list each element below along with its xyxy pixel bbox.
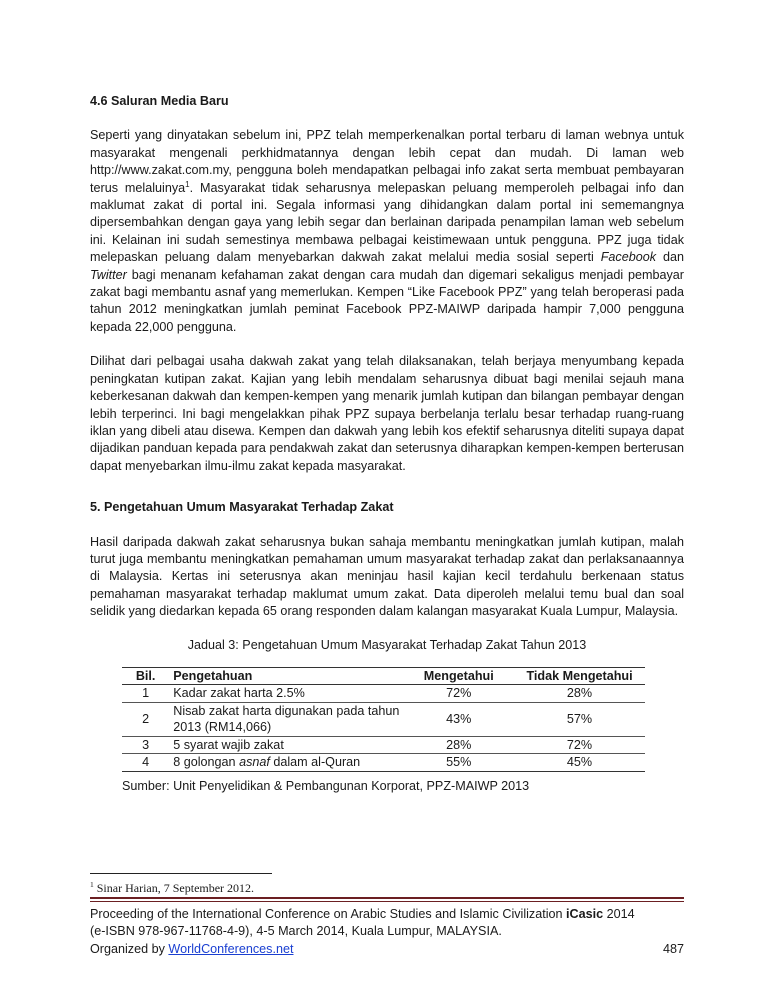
cell-bil: 1 [122, 685, 169, 703]
cell-yes: 43% [403, 702, 514, 736]
table-caption: Jadual 3: Pengetahuan Umum Masyarakat Terhadap Zakat Tahun 2013 [187, 637, 587, 652]
section-4-6-paragraph-2: Dilihat dari pelbagai usaha dakwah zakat yang telah dilaksanakan, telah berjaya menyumbang kepada peningkatan kutipan zakat. Kajian yang lebih mendalam seharusnya dibuat bagi menilai sejauh mana keberkesanan dakwah dan kempen-kempen yang menarik jumlah kutipan dan bilangan pembayar dengan lebih terperinci. Ini bagi mengelakkan pihak PPZ supaya berbelanja terlalu besar terhadap ruang-ruang iklan yang dibeli atau disewa. Kempen dan dakwah yang lebih kos efektif seharusnya diteliti supaya dapat dijadikan panduan kepada para pendakwah zakat dan seterusnya diharapkan kempen-kempen berterusan dapat menyebarkan ilmu-ilmu zakat kepada masyarakat. [90, 354, 684, 473]
cell-bil: 4 [122, 754, 169, 772]
text-run: dan [656, 250, 684, 265]
cell-no: 45% [514, 754, 645, 772]
cell-no: 28% [514, 685, 645, 703]
table-source: Sumber: Unit Penyelidikan & Pembangunan Korporat, PPZ-MAIWP 2013 [122, 778, 530, 793]
cell-yes: 28% [403, 736, 514, 754]
table-row [122, 736, 645, 754]
section-4-6-heading: 4.6 Saluran Media Baru [90, 94, 229, 108]
cell-bil: 3 [122, 736, 169, 754]
cell-yes: 72% [403, 685, 514, 703]
section-5-heading: 5. Pengetahuan Umum Masyarakat Terhadap Zakat [90, 500, 394, 515]
table-row [122, 754, 645, 772]
cell-item [169, 754, 403, 772]
cell-item: Nisab zakat harta digunakan pada tahun 2013 (RM14,066) [169, 702, 403, 736]
cell-bil: 2 [122, 702, 169, 736]
footnote-text: Sinar Harian, 7 September 2012. [93, 881, 255, 895]
text-run: 2014 [603, 907, 635, 921]
header-mengetahui: Mengetahui [403, 667, 514, 685]
footnote-divider [90, 873, 272, 874]
page-content [90, 93, 684, 795]
table-row [122, 702, 645, 736]
footnote [90, 881, 254, 896]
footnote-mark: 1 [90, 880, 94, 889]
conference-acronym: iCasic [566, 907, 604, 921]
header-pengetahuan: Pengetahuan [169, 667, 403, 685]
worldconferences-link[interactable]: WorldConferences.net [168, 941, 294, 956]
knowledge-table [122, 667, 645, 772]
section-5-paragraph-1: Hasil daripada dakwah zakat seharusnya bukan sahaja membantu meningkatkan jumlah kutipan, malah turut juga membantu meningkatkan pemahaman umum masyarakat terhadap zakat dan perlaksanaannya di Malaysia. Kertas ini seterusnya akan meninjau hasil kajian kecil terdahulu berkenaan status pemahaman masyarakat terhadap maklumat umum zakat. Data diperoleh melalui temu bual dan soal selidik yang diedarkan kepada 65 orang responden dalam kalangan masyarakat Kuala Lumpur, Malaysia. [90, 534, 684, 619]
page-footer [90, 906, 684, 958]
twitter-term: Twitter [90, 267, 127, 282]
footer-line-2: (e-ISBN 978-967-11768-4-9), 4-5 March 2014, Kuala Lumpur, MALAYSIA. [90, 924, 502, 939]
table-header-row [122, 667, 645, 685]
text-run: . Masyarakat tidak seharusnya melepaskan peluang memperoleh pelbagai info dan maklumat zakat di portal ini. Segala informasi yang dihidangkan dalam portal ini sememangnya dipersembahkan dengan gaya yang lebih segar dan berlainan daripada penampilan laman web sebelum ini. Kelainan ini sudah semestinya membawa pelbagai keistimewaan untuk pengguna. PPZ juga tidak melepaskan peluang dalam menyebarkan dakwah zakat melalui media sosial seperti [90, 180, 684, 265]
cell-item: 5 syarat wajib zakat [169, 736, 403, 754]
section-4-6-paragraph-1 [90, 127, 684, 336]
page-number: 487 [662, 941, 684, 956]
text-run: bagi menanam kefahaman zakat dengan cara mudah dan digemari sekaligus menjadi pembayar zakat bagi membantu asnaf yang memerlukan. Kempen “Like Facebook PPZ” yang telah beroperasi pada tahun 2012 meningkatkan jumlah peminat Facebook PPZ-MAIWP daripada hampir 7,000 pengguna kepada 22,000 pengguna. [90, 267, 684, 334]
text-run: Proceeding of the International Conference on Arabic Studies and Islamic Civilization [90, 907, 567, 921]
header-tidak-mengetahui: Tidak Mengetahui [514, 667, 645, 685]
text-run: Seperti yang dinyatakan sebelum ini, PPZ telah memperkenalkan portal terbaru di laman webnya untuk masyarakat mengenali perkhidmatannya dengan lebih cepat dan mudah. Di laman web http://www.zakat.com.my, pengguna boleh mendapatkan pelbagai info zakat serta membuat pembayaran terus melaluinya [90, 128, 684, 195]
footer-rule-thick [90, 897, 684, 899]
footnote-ref: 1 [185, 179, 190, 189]
footer-line-1 [90, 906, 684, 923]
text-run: Organized by [90, 941, 169, 956]
text-run: 8 golongan [173, 755, 240, 770]
cell-yes: 55% [403, 754, 514, 772]
text-run: dalam al-Quran [269, 755, 361, 770]
table-row [122, 685, 645, 703]
header-bil: Bil. [122, 667, 169, 685]
cell-no: 72% [514, 736, 645, 754]
cell-no: 57% [514, 702, 645, 736]
cell-item: Kadar zakat harta 2.5% [169, 685, 403, 703]
footer-line-3 [90, 941, 684, 958]
footer-rule-thin [90, 901, 684, 902]
asnaf-term: asnaf [239, 755, 270, 770]
facebook-term: Facebook [600, 250, 657, 265]
